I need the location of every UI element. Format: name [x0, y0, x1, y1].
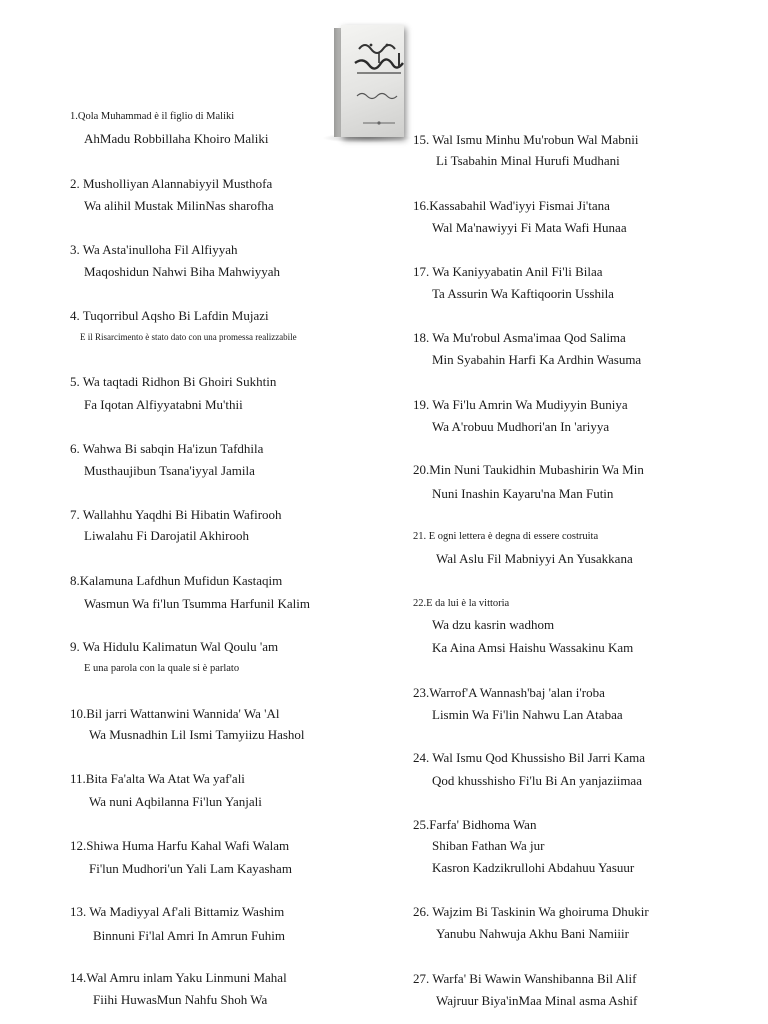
verse-3-line-2: Maqoshidun Nahwi Biha Mahwiyyah [84, 264, 281, 279]
verse-15-line-1: 15. Wal Ismu Minhu Mu'robun Wal Mabnii [413, 132, 639, 147]
verse-11-line-2: Wa nuni Aqbilanna Fi'lun Yanjali [89, 794, 262, 809]
verse-27-line-1: 27. Warfa' Bi Wawin Wanshibanna Bil Alif [413, 971, 637, 986]
verse-12-line-2: Fi'lun Mudhori'un Yali Lam Kayasham [89, 861, 292, 876]
verse-22-line-1: 22.E da lui è la vittoria [413, 598, 510, 609]
book-footer-ornament [361, 119, 397, 127]
verse-18-line-1: 18. Wa Mu'robul Asma'imaa Qod Salima [413, 330, 626, 345]
verse-21-line-2: Wal Aslu Fil Mabniyyi An Yusakkana [436, 551, 633, 566]
verse-25-line-3: Kasron Kadzikrullohi Abdahuu Yasuur [432, 860, 635, 875]
verse-13-line-1: 13. Wa Madiyyal Af'ali Bittamiz Washim [70, 904, 285, 919]
verse-19-line-1: 19. Wa Fi'lu Amrin Wa Mudiyyin Buniya [413, 397, 628, 412]
verse-27-line-2: Wajruur Biya'inMaa Minal asma Ashif [436, 993, 638, 1008]
book-subtitle-ornament [355, 89, 401, 103]
verse-22-line-2: Wa dzu kasrin wadhom [432, 617, 555, 632]
verse-11-line-1: 11.Bita Fa'alta Wa Atat Wa yaf'ali [70, 771, 245, 786]
verse-20-line-2: Nuni Inashin Kayaru'na Man Futin [432, 486, 614, 501]
verse-14-line-1: 14.Wal Amru inlam Yaku Linmuni Mahal [70, 970, 287, 985]
book-cover-image [334, 25, 404, 143]
verse-23-line-1: 23.Warrof'A Wannash'baj 'alan i'roba [413, 685, 605, 700]
verse-3-line-1: 3. Wa Asta'inulloha Fil Alfiyyah [70, 242, 238, 257]
verse-8-line-1: 8.Kalamuna Lafdhun Mufidun Kastaqim [70, 573, 283, 588]
verse-5-line-2: Fa Iqotan Alfiyyatabni Mu'thii [84, 397, 243, 412]
verse-24-line-1: 24. Wal Ismu Qod Khussisho Bil Jarri Kama [413, 750, 645, 765]
verse-10-line-1: 10.Bil jarri Wattanwini Wannida' Wa 'Al [70, 706, 280, 721]
verse-17-line-2: Ta Assurin Wa Kaftiqoorin Usshila [432, 286, 614, 301]
verse-6-line-1: 6. Wahwa Bi sabqin Ha'izun Tafdhila [70, 441, 264, 456]
verse-2-line-2: Wa alihil Mustak MilinNas sharofha [84, 198, 274, 213]
verse-1-line-1: 1.Qola Muhammad è il figlio di Maliki [70, 111, 235, 122]
verse-25-line-1: 25.Farfa' Bidhoma Wan [413, 817, 537, 832]
verse-14-line-2: Fiihi HuwasMun Nahfu Shoh Wa [93, 992, 268, 1007]
verse-9-line-1: 9. Wa Hidulu Kalimatun Wal Qoulu 'am [70, 639, 279, 654]
verse-7-line-2: Liwalahu Fi Darojatil Akhirooh [84, 528, 250, 543]
verse-4-line-1: 4. Tuqorribul Aqsho Bi Lafdin Mujazi [70, 308, 269, 323]
verse-21-line-1: 21. E ogni lettera è degna di essere costruita [413, 531, 599, 542]
verse-26-line-2: Yanubu Nahwuja Akhu Bani Namiiir [436, 926, 629, 941]
verse-4-line-2: E il Risarcimento è stato dato con una promessa realizzabile [80, 332, 297, 342]
verse-2-line-1: 2. Musholliyan Alannabiyyil Musthofa [70, 176, 273, 191]
verse-1-line-2: AhMadu Robbillaha Khoiro Maliki [84, 131, 269, 146]
verse-10-line-2: Wa Musnadhin Lil Ismi Tamyiizu Hashol [89, 727, 305, 742]
verse-7-line-1: 7. Wallahhu Yaqdhi Bi Hibatin Wafirooh [70, 507, 282, 522]
verse-15-line-2: Li Tsabahin Minal Hurufi Mudhani [436, 153, 620, 168]
verse-16-line-1: 16.Kassabahil Wad'iyyi Fismai Ji'tana [413, 198, 610, 213]
verse-20-line-1: 20.Min Nuni Taukidhin Mubashirin Wa Min [413, 462, 644, 477]
verse-12-line-1: 12.Shiwa Huma Harfu Kahal Wafi Walam [70, 838, 290, 853]
verse-26-line-1: 26. Wajzim Bi Taskinin Wa ghoiruma Dhukir [413, 904, 649, 919]
verse-24-line-2: Qod khusshisho Fi'lu Bi An yanjaziimaa [432, 773, 642, 788]
verse-13-line-2: Binnuni Fi'lal Amri In Amrun Fuhim [93, 928, 285, 943]
verse-5-line-1: 5. Wa taqtadi Ridhon Bi Ghoiri Sukhtin [70, 374, 277, 389]
verse-8-line-2: Wasmun Wa fi'lun Tsumma Harfunil Kalim [84, 596, 310, 611]
verse-22-line-3: Ka Aina Amsi Haishu Wassakinu Kam [432, 640, 634, 655]
verse-25-line-2: Shiban Fathan Wa jur [432, 838, 545, 853]
verse-16-line-2: Wal Ma'nawiyyi Fi Mata Wafi Hunaa [432, 220, 627, 235]
verse-23-line-2: Lismin Wa Fi'lin Nahwu Lan Atabaa [432, 707, 623, 722]
book-title-calligraphy [351, 39, 407, 81]
verse-6-line-2: Musthaujibun Tsana'iyyal Jamila [84, 463, 255, 478]
book-front-cover [341, 25, 404, 137]
verse-17-line-1: 17. Wa Kaniyyabatin Anil Fi'li Bilaa [413, 264, 603, 279]
verse-19-line-2: Wa A'robuu Mudhori'an In 'ariyya [432, 419, 610, 434]
verse-18-line-2: Min Syabahin Harfi Ka Ardhin Wasuma [432, 352, 642, 367]
verse-9-line-2: E una parola con la quale si è parlato [84, 663, 240, 674]
